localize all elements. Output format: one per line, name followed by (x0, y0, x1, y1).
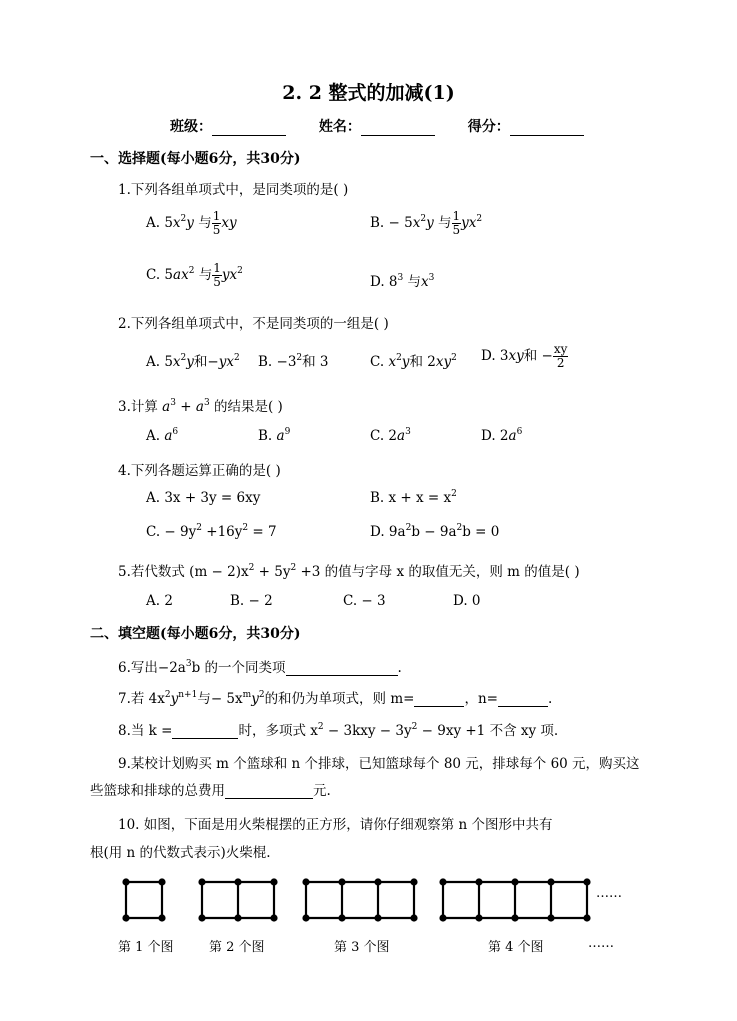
joint-dot (338, 878, 345, 885)
fraction: $\frac{1}{5}$ (213, 261, 221, 289)
q2-d-and: 和 − (523, 348, 553, 364)
q1-c-mid: 与 (194, 267, 213, 283)
class-label: 班级： (170, 119, 212, 135)
joint-dot (302, 878, 309, 885)
q1-b-mid: 与 (433, 215, 452, 231)
question-5-stem: 5.若代数式 $(m - 2)x^2 + 5y^2 +3$ 的值与字母 x 的取值无关，则 m 的值是( ) (118, 563, 580, 580)
question-4-stem: 4.下列各题运算正确的是( ) (118, 463, 281, 479)
joint-dot (511, 878, 518, 885)
q3-option-a[interactable]: A. $a^6$ (146, 427, 179, 444)
caption-figure-1: 第 1 个图 (118, 940, 174, 955)
fraction: $\frac{xy}{2}$ (553, 342, 568, 370)
q4-c-post: = 7 (248, 524, 277, 540)
q3-b-text: B. (258, 428, 277, 444)
caption-ellipsis: …… (588, 936, 614, 951)
figure-ellipsis: …… (596, 886, 622, 901)
caption-figure-3: 第 3 个图 (334, 940, 390, 955)
joint-dot (439, 914, 446, 921)
question-9-line-1: 9.某校计划购买 m 个篮球和 n 个排球，已知篮球每个 80 元，排球每个 60 元，购买这 (118, 756, 640, 772)
matchstick-figures (110, 870, 630, 926)
joint-dot (122, 914, 129, 921)
q2-option-c[interactable]: C. $x^2y$和 $2xy^2$ (370, 353, 457, 370)
q1-d-text: D. 8 (370, 274, 398, 290)
q4-option-b[interactable]: B. $x + x = x^2$ (370, 489, 457, 506)
joint-dot (374, 878, 381, 885)
q6-blank[interactable] (286, 662, 398, 676)
q2-b-text: B. −3 (258, 354, 297, 370)
section-1-heading: 一、选择题(每小题6分，共30分) (90, 151, 301, 167)
score-blank[interactable] (510, 121, 584, 136)
joint-dot (511, 914, 518, 921)
q3-option-c[interactable]: C. $2a^3$ (370, 427, 411, 444)
q1-a-text: A. 5 (146, 215, 173, 231)
q3-c-text: C. 2 (370, 428, 398, 444)
caption-figure-4: 第 4 个图 (488, 940, 544, 955)
name-blank[interactable] (361, 121, 435, 136)
q1-option-a[interactable]: A. $5x^2y$ 与 $\frac{1}{5}$ xy (146, 209, 237, 237)
joint-dot (234, 878, 241, 885)
joint-dot (547, 914, 554, 921)
q5-stem-mid2: +3 的值与字母 x 的取值无关，则 m 的值是( ) (296, 564, 580, 580)
joint-dot (439, 878, 446, 885)
joint-dot (475, 878, 482, 885)
q7-pre: 7.若 4x (118, 691, 165, 707)
q3-option-d[interactable]: D. $2a^6$ (481, 427, 523, 444)
joint-dot (410, 914, 417, 921)
q5-stem-pre: 5.若代数式 (m − 2)x (118, 564, 249, 580)
fraction: $\frac{1}{5}$ (212, 209, 221, 237)
joint-dot (158, 878, 165, 885)
q1-c-text: C. 5 (146, 267, 174, 283)
figure-3 (302, 878, 417, 921)
joint-dot (583, 914, 590, 921)
q4-d-mid: b − 9a (411, 524, 457, 540)
figure-1 (122, 878, 165, 921)
q8-pre: 8.当 k = (118, 723, 173, 739)
question-10-line-2: 根(用 n 的代数式表示)火柴棍. (90, 845, 271, 861)
joint-dot (198, 914, 205, 921)
joint-dot (302, 914, 309, 921)
q8-mid2: − 9xy +1 不含 xy 项. (417, 723, 559, 739)
q9-line2-post: 元. (313, 783, 331, 799)
q4-d-text: D. 9a (370, 524, 406, 540)
q2-a-and: 和− (193, 354, 219, 370)
fraction: $\frac{1}{5}$ (452, 209, 461, 237)
q6-post: b 的一个同类项 (191, 660, 286, 676)
q3-stem-post: 的结果是( ) (209, 399, 283, 415)
q4-d-post: b = 0 (462, 524, 500, 540)
score-label: 得分： (467, 119, 510, 135)
joint-dot (338, 914, 345, 921)
joint-dot (158, 914, 165, 921)
q9-blank[interactable] (225, 785, 313, 799)
q4-c-text: C. − 9y (146, 524, 197, 540)
q3-a-text: A. (146, 428, 165, 444)
q1-a-mid: 与 (193, 215, 212, 231)
q8-post: 时，多项式 x (238, 723, 318, 739)
joint-dot (547, 878, 554, 885)
question-8: 8.当 k = 时，多项式 $x^2 - 3kxy - 3y^2 - 9xy +1$ 不含 xy 项. (118, 722, 559, 739)
question-7: 7.若 $4x^2y^{n+1}$与− $5x^my^2$的和仍为单项式，则 m= ，n= . (118, 690, 553, 707)
q4-b-text: B. x + x = x (370, 490, 452, 506)
question-10-line-1: 10. 如图，下面是用火柴棍摆的正方形，请你仔细观察第 n 个图形中共有 (118, 817, 553, 833)
question-9-line-2 (90, 779, 331, 799)
q2-a-text: A. 5 (146, 354, 173, 370)
q5-option-d[interactable]: D. 0 (453, 593, 481, 609)
joint-dot (475, 914, 482, 921)
q1-d-mid: 与 (403, 274, 422, 290)
question-3-stem: 3.计算 $a^3 + a^3$ 的结果是( ) (118, 398, 283, 415)
joint-dot (270, 914, 277, 921)
q7-blank-n[interactable] (498, 693, 548, 707)
q1-option-b[interactable]: B. − $5x^2y$ 与 $\frac{1}{5}$ $yx^2$ (370, 209, 483, 237)
question-1-stem: 1.下列各组单项式中，是同类项的是( ) (118, 182, 349, 198)
section-2-heading: 二、填空题(每小题6分，共30分) (90, 626, 301, 642)
q7-end: . (547, 691, 553, 707)
q2-c-text: C. (370, 354, 389, 370)
header-fields (170, 116, 612, 136)
figure-4 (439, 878, 590, 921)
q3-d-text: D. 2 (481, 428, 509, 444)
q2-option-b[interactable]: B. $-3^2$和 3 (258, 353, 329, 370)
q8-mid1: − 3kxy − 3y (323, 723, 412, 739)
q4-option-a[interactable]: A. 3x + 3y = 6xy (146, 490, 261, 506)
q7-post: 的和仍为单项式，则 m= (264, 691, 415, 707)
q3-option-b[interactable]: B. $a^9$ (258, 427, 291, 444)
q6-end: . (397, 660, 402, 676)
q9-line2-pre: 些篮球和排球的总费用 (90, 783, 225, 799)
q2-c-and: 和 2 (409, 354, 436, 370)
question-6: 6.写出$-2a^3b$ 的一个同类项 . (118, 659, 402, 676)
joint-dot (583, 878, 590, 885)
joint-dot (122, 878, 129, 885)
q7-mid: 与− 5x (197, 691, 243, 707)
joint-dot (198, 878, 205, 885)
q5-option-b[interactable]: B. − 2 (230, 593, 273, 609)
q8-blank[interactable] (172, 725, 238, 739)
q7-blank-m[interactable] (414, 693, 464, 707)
q5-stem-mid1: + 5y (254, 564, 291, 580)
q4-option-d[interactable]: D. $9a^2b - 9a^2b = 0$ (370, 523, 500, 540)
figure-2 (198, 878, 277, 921)
page-title: 2. 2 整式的加减(1) (282, 82, 455, 104)
class-blank[interactable] (212, 121, 286, 136)
q2-option-d[interactable]: D. 3xy和 − $\frac{xy}{2}$ (481, 342, 568, 370)
q4-c-mid: +16y (201, 524, 243, 540)
q3-stem-pre: 3.计算 (118, 399, 163, 415)
q6-pre: 6.写出−2a (118, 660, 186, 676)
q7-n: ，n= (464, 691, 498, 707)
joint-dot (374, 914, 381, 921)
q2-b-and: 和 3 (302, 354, 329, 370)
name-label: 姓名： (318, 119, 361, 135)
joint-dot (270, 878, 277, 885)
caption-figure-2: 第 2 个图 (209, 940, 265, 955)
q5-option-c[interactable]: C. − 3 (343, 593, 386, 609)
q5-option-a[interactable]: A. 2 (146, 593, 173, 609)
q4-option-c[interactable]: C. − $9y^2 +16y^2 = 7$ (146, 523, 277, 540)
q1-option-d[interactable]: D. $8^3$ 与$x^3$ (370, 273, 435, 290)
q2-option-a[interactable]: A. $5x^2y$和$-yx^2$ (146, 353, 240, 370)
q1-b-text: B. − 5 (370, 215, 413, 231)
question-2-stem: 2.下列各组单项式中，不是同类项的一组是( ) (118, 316, 389, 332)
q2-d-text: D. 3 (481, 348, 509, 364)
joint-dot (234, 914, 241, 921)
q1-option-c[interactable]: C. $5ax^2$ 与 $\frac{1}{5}$ $yx^2$ (146, 261, 243, 289)
joint-dot (410, 878, 417, 885)
